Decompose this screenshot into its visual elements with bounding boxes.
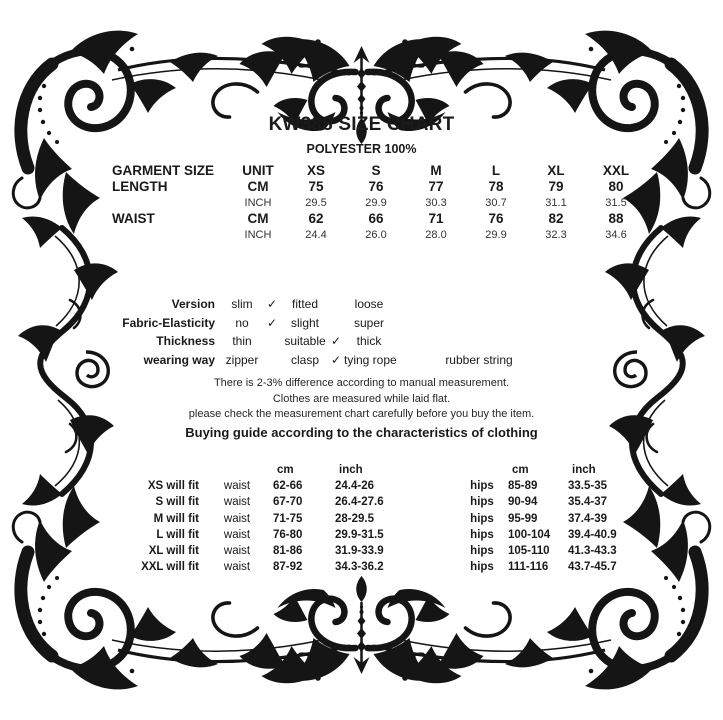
value-cell: 76	[488, 211, 504, 226]
note-line: Clothes are measured while laid flat.	[272, 392, 451, 405]
body-part: waist	[223, 528, 251, 541]
body-part: hips	[470, 512, 494, 525]
row-label: WAIST	[112, 211, 155, 226]
value-cell: 35.4-37	[568, 496, 608, 509]
checkmark-icon: ✓	[330, 334, 342, 349]
value-cell: 43.7-45.7	[568, 561, 617, 574]
size-label: XL will fit	[148, 544, 199, 557]
feature-label: Thickness	[156, 334, 215, 349]
feature-option: rubber string	[445, 352, 513, 367]
features-table	[85, 295, 564, 369]
size-label: L will fit	[156, 528, 199, 541]
value-cell: 26.0	[365, 229, 387, 241]
empty-cell	[413, 494, 458, 510]
size-label: S will fit	[155, 496, 199, 509]
checkmark-icon	[262, 332, 282, 351]
unit-cell: INCH	[244, 197, 272, 209]
column-header: XS	[306, 163, 325, 178]
value-cell: 81-86	[273, 544, 303, 557]
feature-label: wearing way	[143, 352, 215, 367]
empty-cell	[413, 559, 458, 575]
value-cell: 33.5-35	[568, 480, 608, 493]
value-cell: 77	[428, 179, 444, 194]
row-label	[112, 195, 230, 211]
flourish-center-bottom-icon	[213, 576, 510, 683]
value-cell: 82	[548, 211, 564, 226]
feature-option: slim	[231, 297, 253, 311]
feature-option	[394, 295, 564, 314]
value-cell: 105-110	[508, 544, 550, 557]
body-part: hips	[470, 496, 494, 509]
feature-option: loose	[354, 297, 384, 311]
column-header: L	[491, 163, 501, 178]
column-header: inch	[572, 464, 596, 476]
value-cell: 78	[488, 179, 504, 194]
value-cell: 100-104	[508, 528, 551, 541]
value-cell: 71	[428, 211, 444, 226]
page-title: KW388 SIZE CHART	[268, 114, 455, 135]
material-subtitle: POLYESTER 100%	[306, 142, 417, 156]
empty-cell	[413, 511, 458, 527]
garment-size-table	[112, 163, 646, 243]
value-cell: 31.1	[545, 197, 567, 209]
value-cell: 76-80	[273, 528, 303, 541]
feature-option	[394, 332, 564, 351]
value-cell: 41.3-43.3	[568, 544, 617, 557]
feature-option: slight	[290, 315, 319, 330]
note-line: There is 2-3% difference according to manual measurement.	[213, 377, 510, 389]
checkmark-icon	[328, 295, 344, 314]
value-cell: 76	[368, 179, 384, 194]
empty-cell	[413, 478, 458, 494]
value-cell: 71-75	[273, 512, 303, 525]
size-label: M will fit	[153, 512, 199, 525]
feature-option: thick	[356, 334, 382, 349]
feature-option	[394, 314, 564, 333]
value-cell: 67-70	[273, 496, 303, 509]
value-cell: 26.4-27.6	[335, 496, 384, 509]
checkmark-icon	[328, 314, 344, 333]
value-cell: 24.4	[305, 229, 327, 241]
value-cell: 75	[308, 179, 324, 194]
feature-label: Fabric-Elasticity	[122, 315, 215, 330]
value-cell: 34.6	[605, 229, 627, 241]
empty-cell	[413, 462, 458, 478]
unit-cell: CM	[247, 211, 269, 226]
row-label: LENGTH	[112, 179, 168, 194]
feature-option: zipper	[225, 352, 259, 367]
value-cell: 29.9	[485, 229, 507, 241]
body-part: hips	[470, 561, 494, 574]
value-cell: 79	[548, 179, 564, 194]
feature-option: tying rope	[344, 352, 397, 367]
value-cell: 66	[368, 211, 384, 226]
feature-option: thin	[232, 334, 252, 349]
value-cell: 39.4-40.9	[568, 528, 617, 541]
body-part: waist	[223, 512, 251, 525]
note-line: please check the measurement chart carefully before you buy the item.	[188, 408, 535, 420]
value-cell: 28-29.5	[335, 512, 375, 525]
value-cell: 95-99	[508, 512, 538, 525]
column-header: XXL	[602, 163, 630, 178]
value-cell: 87-92	[273, 561, 303, 574]
value-cell: 28.0	[425, 229, 447, 241]
column-header: S	[371, 163, 381, 178]
body-part: waist	[223, 561, 251, 574]
value-cell: 31.5	[605, 197, 627, 209]
feature-option: suitable	[284, 334, 326, 349]
value-cell: 90-94	[508, 496, 538, 509]
checkmark-icon: ✓	[266, 297, 278, 311]
value-cell: 30.3	[425, 197, 447, 209]
column-header: inch	[339, 464, 363, 476]
value-cell: 85-89	[508, 480, 538, 493]
value-cell: 111-116	[508, 561, 549, 574]
feature-label: Version	[171, 297, 215, 311]
empty-cell	[413, 543, 458, 559]
unit-cell: INCH	[244, 229, 272, 241]
value-cell: 34.3-36.2	[335, 561, 384, 574]
column-header: UNIT	[242, 163, 274, 178]
empty-cell	[78, 462, 203, 478]
buying-guide-title: Buying guide according to the characteristics of clothing	[185, 425, 538, 440]
column-header: M	[430, 163, 442, 178]
value-cell: 88	[608, 211, 624, 226]
column-header: XL	[547, 163, 565, 178]
value-cell: 37.4-39	[568, 512, 608, 525]
measurement-notes	[0, 376, 723, 423]
empty-cell	[203, 462, 271, 478]
checkmark-icon: ✓	[266, 315, 278, 330]
fit-table	[78, 462, 651, 575]
body-part: waist	[223, 544, 251, 557]
value-cell: 29.5	[305, 197, 327, 209]
value-cell: 29.9	[365, 197, 387, 209]
value-cell: 29.9-31.5	[335, 528, 384, 541]
size-label: XS will fit	[147, 480, 199, 493]
feature-option: clasp	[290, 352, 319, 367]
value-cell: 32.3	[545, 229, 567, 241]
value-cell: 62	[308, 211, 324, 226]
row-label	[112, 227, 230, 243]
value-cell: 80	[608, 179, 624, 194]
feature-option: super	[353, 315, 385, 330]
empty-cell	[458, 462, 506, 478]
checkmark-icon: ✓	[330, 352, 342, 367]
size-label: XXL will fit	[141, 561, 199, 574]
body-part: waist	[223, 496, 251, 509]
empty-cell	[413, 527, 458, 543]
body-part: hips	[470, 480, 494, 493]
unit-cell: CM	[247, 179, 269, 194]
column-header: GARMENT SIZE	[112, 163, 215, 178]
body-part: hips	[470, 544, 494, 557]
feature-option: no	[235, 315, 249, 330]
value-cell: 24.4-26	[335, 480, 375, 493]
column-header: cm	[512, 464, 529, 476]
feature-option: fitted	[291, 297, 318, 311]
body-part: waist	[223, 480, 251, 493]
value-cell: 62-66	[273, 480, 303, 493]
body-part: hips	[470, 528, 494, 541]
value-cell: 30.7	[485, 197, 507, 209]
checkmark-icon	[262, 351, 282, 370]
column-header: cm	[277, 464, 294, 476]
value-cell: 31.9-33.9	[335, 544, 384, 557]
